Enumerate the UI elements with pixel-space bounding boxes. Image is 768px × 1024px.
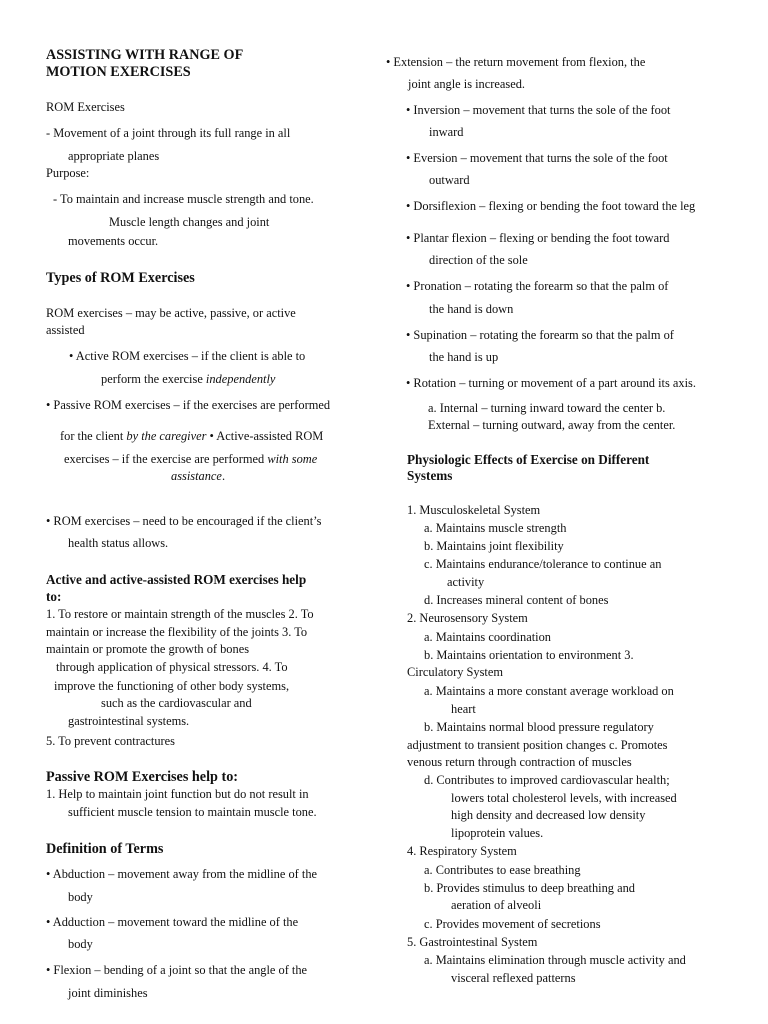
system-item: a. Maintains elimination through muscle activity and	[424, 953, 686, 967]
term-dorsiflexion: • Dorsiflexion – flexing or bending the foot toward the leg	[406, 199, 696, 213]
term-flexion: • Flexion – bending of a joint so that the angle of the	[46, 963, 308, 977]
term-extension: • Extension – the return movement from flexion, the	[386, 55, 646, 69]
term-flexion-cont: joint diminishes	[68, 986, 148, 1000]
term-adduction-cont: body	[68, 937, 93, 951]
system-item: c. Provides movement of secretions	[424, 917, 601, 931]
term-inversion: • Inversion – movement that turns the sole of the foot	[406, 103, 671, 117]
doc-title-line1: ASSISTING WITH RANGE OF	[46, 47, 244, 63]
term-adduction: • Adduction – movement toward the midline of the	[46, 915, 299, 929]
system-heading: 2. Neurosensory System	[407, 611, 528, 625]
active-assisted-item-cont: exercises – if the exercise are performed with some	[64, 452, 318, 466]
purpose-line: Muscle length changes and joint	[109, 215, 270, 229]
system-item: b. Maintains normal blood pressure regulatory	[424, 720, 654, 734]
system-item: a. Maintains muscle strength	[424, 521, 567, 535]
term-abduction: • Abduction – movement away from the midline of the	[46, 867, 318, 881]
system-item-cont: high density and decreased low density	[451, 808, 646, 822]
active-help-line: 5. To prevent contractures	[46, 734, 175, 748]
system-item: a. Maintains a more constant average workload on	[424, 684, 674, 698]
term-rotation: • Rotation – turning or movement of a part around its axis.	[406, 376, 696, 390]
definition-heading: Definition of Terms	[46, 841, 164, 857]
system-item: b. Provides stimulus to deep breathing and	[424, 881, 635, 895]
active-help-line: 1. To restore or maintain strength of the muscles 2. To	[46, 607, 314, 621]
active-help-heading: Active and active-assisted ROM exercises help	[46, 572, 307, 587]
rom-subheading: ROM Exercises	[46, 100, 125, 114]
system-item-cont: lipoprotein values.	[451, 826, 544, 840]
active-rom-item-cont: perform the exercise independently	[101, 372, 276, 386]
term-pronation-cont: the hand is down	[429, 302, 514, 316]
active-help-line: maintain or increase the flexibility of the joints 3. To	[46, 625, 308, 639]
system-heading: 5. Gastrointestinal System	[407, 935, 538, 949]
purpose-line: - To maintain and increase muscle strength and tone.	[53, 192, 314, 206]
active-help-line: through application of physical stressors. 4. To	[56, 660, 288, 674]
purpose-label: Purpose:	[46, 166, 90, 180]
encourage-item: • ROM exercises – need to be encouraged if the client’s	[46, 514, 322, 528]
system-item-cont: aeration of alveoli	[451, 898, 542, 912]
rom-definition: - Movement of a joint through its full range in all	[46, 126, 291, 140]
physiologic-heading: Physiologic Effects of Exercise on Different	[407, 452, 650, 467]
term-pronation: • Pronation – rotating the forearm so that the palm of	[406, 279, 669, 293]
passive-help-line: 1. Help to maintain joint function but do not result in	[46, 787, 309, 801]
rom-definition-cont: appropriate planes	[68, 149, 160, 163]
system-item: d. Increases mineral content of bones	[424, 593, 609, 607]
term-rotation-sub: External – turning outward, away from the center.	[428, 418, 676, 432]
term-eversion: • Eversion – movement that turns the sole of the foot	[406, 151, 668, 165]
system-item-cont: heart	[451, 702, 476, 716]
term-plantar-flexion: • Plantar flexion – flexing or bending the foot toward	[406, 231, 670, 245]
physiologic-heading-cont: Systems	[407, 468, 453, 483]
active-help-line: improve the functioning of other body systems,	[54, 679, 290, 693]
active-help-line: maintain or promote the growth of bones	[46, 642, 250, 656]
system-item-cont: activity	[447, 575, 485, 589]
term-extension-cont: joint angle is increased.	[408, 77, 525, 91]
active-help-line: such as the cardiovascular and	[101, 696, 252, 710]
system-item: d. Contributes to improved cardiovascular health;	[424, 773, 670, 787]
system-item: b. Maintains joint flexibility	[424, 539, 564, 553]
passive-rom-item-cont: for the client by the caregiver • Active-assisted ROM	[60, 429, 324, 443]
encourage-item-cont: health status allows.	[68, 536, 169, 550]
term-inversion-cont: inward	[429, 125, 464, 139]
passive-help-line: sufficient muscle tension to maintain muscle tone.	[68, 805, 317, 819]
active-assisted-item-end: assistance.	[171, 469, 226, 483]
types-line: assisted	[46, 323, 85, 337]
term-supination-cont: the hand is up	[429, 350, 499, 364]
passive-help-heading: Passive ROM Exercises help to:	[46, 769, 239, 785]
system-item: c. Maintains endurance/tolerance to continue an	[424, 557, 662, 571]
system-item: a. Maintains coordination	[424, 630, 551, 644]
active-help-line: gastrointestinal systems.	[68, 714, 190, 728]
system-item-cont: visceral reflexed patterns	[451, 971, 576, 985]
system-item: b. Maintains orientation to environment 3.	[424, 648, 634, 662]
system-item: a. Contributes to ease breathing	[424, 863, 581, 877]
term-abduction-cont: body	[68, 890, 93, 904]
system-heading: Circulatory System	[407, 665, 504, 679]
term-rotation-sub: a. Internal – turning inward toward the center b.	[428, 401, 666, 415]
passive-rom-item: • Passive ROM exercises – if the exercises are performed	[46, 398, 331, 412]
system-item-cont: lowers total cholesterol levels, with increased	[451, 791, 677, 805]
types-heading: Types of ROM Exercises	[46, 270, 195, 286]
term-eversion-cont: outward	[429, 173, 470, 187]
term-plantar-flexion-cont: direction of the sole	[429, 253, 528, 267]
system-item-cont: adjustment to transient position changes c. Promotes	[407, 738, 668, 752]
active-rom-item: • Active ROM exercises – if the client is able to	[69, 349, 306, 363]
term-supination: • Supination – rotating the forearm so that the palm of	[406, 328, 674, 342]
types-line: ROM exercises – may be active, passive, or active	[46, 306, 296, 320]
system-heading: 4. Respiratory System	[407, 844, 517, 858]
active-help-heading-cont: to:	[46, 589, 62, 604]
purpose-line: movements occur.	[68, 234, 159, 248]
doc-title-line2: MOTION EXERCISES	[46, 64, 191, 80]
system-heading: 1. Musculoskeletal System	[407, 503, 541, 517]
system-item-cont: venous return through contraction of muscles	[407, 755, 632, 769]
